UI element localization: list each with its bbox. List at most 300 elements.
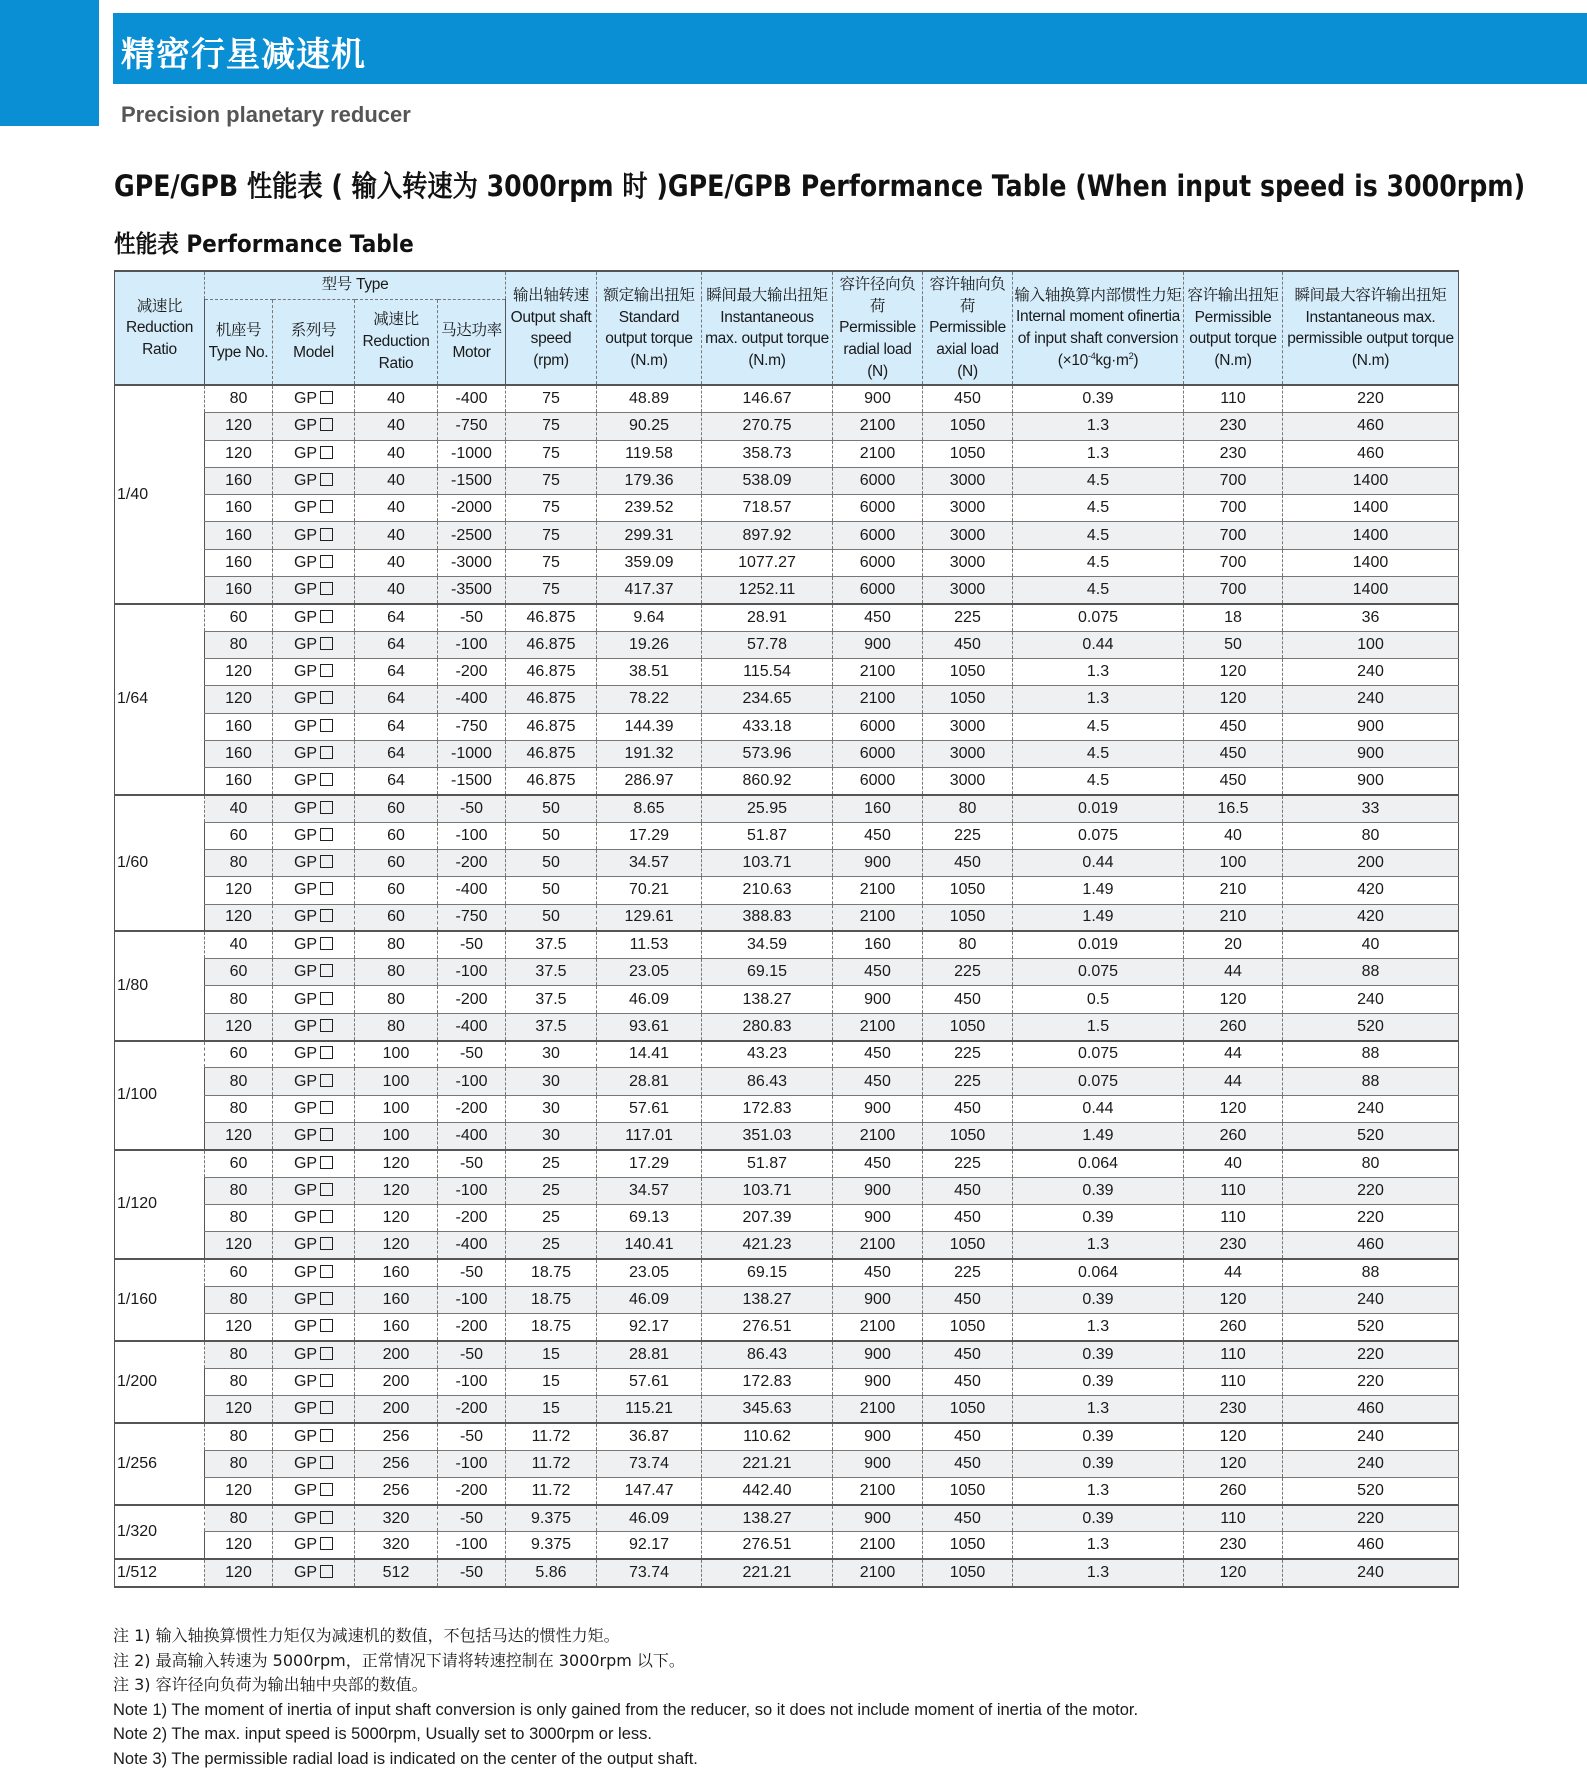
- model-prefix: GP: [293, 417, 318, 435]
- motor-cell: -1500: [438, 768, 506, 795]
- model-suffix-box-icon: [320, 964, 333, 977]
- output-speed-cell: 25: [506, 1232, 597, 1259]
- permissible-torque-cell: 230: [1184, 1532, 1283, 1559]
- model-suffix-box-icon: [320, 391, 333, 404]
- table-row: [115, 986, 1459, 1013]
- motor-cell: -50: [438, 1259, 506, 1286]
- radial-load-cell: 900: [833, 1423, 923, 1450]
- model-prefix: GP: [293, 390, 318, 408]
- permissible-max-torque-cell: 900: [1283, 768, 1459, 795]
- axial-load-cell: 225: [923, 959, 1013, 986]
- motor-cell: -200: [438, 1095, 506, 1122]
- permissible-max-torque-cell: 460: [1283, 413, 1459, 440]
- permissible-max-torque-cell: 240: [1283, 1423, 1459, 1450]
- table-row: [115, 740, 1459, 767]
- model-suffix-box-icon: [320, 473, 333, 486]
- radial-load-cell: 2100: [833, 1232, 923, 1259]
- permissible-max-torque-cell: 520: [1283, 1477, 1459, 1504]
- model-prefix: GP: [293, 881, 318, 899]
- motor-cell: -50: [438, 604, 506, 631]
- ratio-cell: 200: [355, 1341, 438, 1368]
- inertia-cell: 4.5: [1013, 768, 1184, 795]
- radial-load-cell: 450: [833, 1041, 923, 1068]
- model-cell: [273, 385, 355, 412]
- model-prefix: GP: [293, 963, 318, 981]
- instant-max-torque-cell: 421.23: [702, 1232, 833, 1259]
- model-cell: [273, 1041, 355, 1068]
- ratio-cell: 60: [355, 904, 438, 931]
- model-suffix-box-icon: [320, 664, 333, 677]
- standard-torque-cell: 8.65: [597, 795, 702, 822]
- permissible-max-torque-cell: 220: [1283, 1505, 1459, 1532]
- type-no-cell: 80: [205, 1450, 273, 1477]
- axial-load-cell: 3000: [923, 549, 1013, 576]
- instant-max-torque-cell: 57.78: [702, 631, 833, 658]
- permissible-max-torque-cell: 240: [1283, 1095, 1459, 1122]
- table-row: [115, 1204, 1459, 1231]
- performance-table: [114, 270, 1459, 1588]
- model-cell: [273, 877, 355, 904]
- model-cell: [273, 495, 355, 522]
- type-no-cell: 160: [205, 467, 273, 494]
- model-cell: [273, 1532, 355, 1559]
- inertia-cell: 4.5: [1013, 713, 1184, 740]
- permissible-max-torque-cell: 1400: [1283, 467, 1459, 494]
- model-suffix-box-icon: [320, 637, 333, 650]
- instant-max-torque-cell: 207.39: [702, 1204, 833, 1231]
- type-no-cell: 120: [205, 1122, 273, 1149]
- standard-torque-cell: 417.37: [597, 577, 702, 604]
- model-suffix-box-icon: [320, 1183, 333, 1196]
- inertia-cell: 0.39: [1013, 1368, 1184, 1395]
- motor-cell: -400: [438, 877, 506, 904]
- output-speed-cell: 25: [506, 1204, 597, 1231]
- ratio-cell: 120: [355, 1204, 438, 1231]
- type-no-cell: 60: [205, 1259, 273, 1286]
- standard-torque-cell: 286.97: [597, 768, 702, 795]
- ratio-cell: 80: [355, 1013, 438, 1040]
- type-no-cell: 160: [205, 577, 273, 604]
- model-cell: [273, 822, 355, 849]
- radial-load-cell: 6000: [833, 740, 923, 767]
- axial-load-cell: 225: [923, 822, 1013, 849]
- radial-load-cell: 2100: [833, 658, 923, 685]
- axial-load-cell: 450: [923, 1286, 1013, 1313]
- permissible-torque-cell: 260: [1184, 1314, 1283, 1341]
- type-no-cell: 40: [205, 931, 273, 958]
- model-cell: [273, 1505, 355, 1532]
- axial-load-cell: 450: [923, 1368, 1013, 1395]
- reduction-ratio-cell: 1/60: [115, 795, 205, 931]
- col-standard-torque: 额定输出扭矩 Standard output torque (N.m): [597, 271, 702, 385]
- ratio-cell: 256: [355, 1450, 438, 1477]
- ratio-cell: 320: [355, 1505, 438, 1532]
- model-cell: [273, 904, 355, 931]
- permissible-torque-cell: 40: [1184, 1150, 1283, 1177]
- ratio-cell: 100: [355, 1068, 438, 1095]
- radial-load-cell: 450: [833, 959, 923, 986]
- ratio-cell: 64: [355, 713, 438, 740]
- model-suffix-box-icon: [320, 1101, 333, 1114]
- axial-load-cell: 450: [923, 1423, 1013, 1450]
- permissible-max-torque-cell: 460: [1283, 1532, 1459, 1559]
- axial-load-cell: 1050: [923, 1559, 1013, 1586]
- table-body: [115, 385, 1459, 1586]
- col-permissible-max-torque: 瞬间最大容许输出扭矩 Instantaneous max. permissible output torque (N.m): [1283, 271, 1459, 385]
- permissible-max-torque-cell: 240: [1283, 1559, 1459, 1586]
- model-cell: [273, 1477, 355, 1504]
- radial-load-cell: 900: [833, 849, 923, 876]
- model-prefix: GP: [293, 526, 318, 544]
- ratio-cell: 100: [355, 1122, 438, 1149]
- reduction-ratio-cell: 1/256: [115, 1423, 205, 1505]
- axial-load-cell: 1050: [923, 1314, 1013, 1341]
- axial-load-cell: 80: [923, 931, 1013, 958]
- motor-cell: -100: [438, 822, 506, 849]
- permissible-torque-cell: 700: [1184, 549, 1283, 576]
- table-row: [115, 549, 1459, 576]
- radial-load-cell: 6000: [833, 495, 923, 522]
- type-no-cell: 160: [205, 740, 273, 767]
- output-speed-cell: 18.75: [506, 1259, 597, 1286]
- instant-max-torque-cell: 138.27: [702, 1505, 833, 1532]
- table-row: [115, 1095, 1459, 1122]
- permissible-torque-cell: 40: [1184, 822, 1283, 849]
- model-suffix-box-icon: [320, 1456, 333, 1469]
- motor-cell: -200: [438, 986, 506, 1013]
- permissible-torque-cell: 110: [1184, 1341, 1283, 1368]
- notes-section: [113, 1624, 1138, 1771]
- ratio-cell: 120: [355, 1150, 438, 1177]
- model-prefix: GP: [293, 771, 318, 789]
- type-no-cell: 160: [205, 549, 273, 576]
- axial-load-cell: 450: [923, 849, 1013, 876]
- ratio-cell: 40: [355, 440, 438, 467]
- standard-torque-cell: 92.17: [597, 1314, 702, 1341]
- ratio-cell: 100: [355, 1041, 438, 1068]
- inertia-cell: 1.49: [1013, 904, 1184, 931]
- model-cell: [273, 713, 355, 740]
- permissible-max-torque-cell: 200: [1283, 849, 1459, 876]
- permissible-max-torque-cell: 240: [1283, 1286, 1459, 1313]
- permissible-torque-cell: 100: [1184, 849, 1283, 876]
- model-suffix-box-icon: [320, 1483, 333, 1496]
- note-en-2: Note 2) The max. input speed is 5000rpm, Usually set to 3000rpm or less.: [113, 1725, 652, 1743]
- instant-max-torque-cell: 86.43: [702, 1068, 833, 1095]
- model-suffix-box-icon: [320, 1210, 333, 1223]
- table-row: [115, 385, 1459, 412]
- inertia-cell: 0.075: [1013, 604, 1184, 631]
- model-cell: [273, 1150, 355, 1177]
- type-no-cell: 160: [205, 495, 273, 522]
- model-suffix-box-icon: [320, 1374, 333, 1387]
- axial-load-cell: 1050: [923, 686, 1013, 713]
- radial-load-cell: 900: [833, 631, 923, 658]
- ratio-cell: 100: [355, 1095, 438, 1122]
- instant-max-torque-cell: 103.71: [702, 1177, 833, 1204]
- output-speed-cell: 50: [506, 795, 597, 822]
- standard-torque-cell: 90.25: [597, 413, 702, 440]
- standard-torque-cell: 92.17: [597, 1532, 702, 1559]
- standard-torque-cell: 239.52: [597, 495, 702, 522]
- type-no-cell: 80: [205, 1204, 273, 1231]
- axial-load-cell: 1050: [923, 1532, 1013, 1559]
- output-speed-cell: 9.375: [506, 1505, 597, 1532]
- output-speed-cell: 11.72: [506, 1477, 597, 1504]
- instant-max-torque-cell: 115.54: [702, 658, 833, 685]
- model-suffix-box-icon: [320, 418, 333, 431]
- ratio-cell: 160: [355, 1259, 438, 1286]
- table-row: [115, 877, 1459, 904]
- table-row: [115, 1314, 1459, 1341]
- motor-cell: -1000: [438, 440, 506, 467]
- instant-max-torque-cell: 51.87: [702, 1150, 833, 1177]
- output-speed-cell: 9.375: [506, 1532, 597, 1559]
- output-speed-cell: 75: [506, 413, 597, 440]
- type-no-cell: 80: [205, 1368, 273, 1395]
- standard-torque-cell: 28.81: [597, 1341, 702, 1368]
- radial-load-cell: 2100: [833, 1559, 923, 1586]
- model-suffix-box-icon: [320, 992, 333, 1005]
- model-cell: [273, 740, 355, 767]
- table-row: [115, 1341, 1459, 1368]
- output-speed-cell: 50: [506, 849, 597, 876]
- permissible-max-torque-cell: 100: [1283, 631, 1459, 658]
- standard-torque-cell: 299.31: [597, 522, 702, 549]
- table-row: [115, 1150, 1459, 1177]
- model-prefix: GP: [293, 1481, 318, 1499]
- instant-max-torque-cell: 388.83: [702, 904, 833, 931]
- model-cell: [273, 549, 355, 576]
- ratio-cell: 40: [355, 522, 438, 549]
- model-prefix: GP: [293, 1072, 318, 1090]
- inertia-cell: 0.075: [1013, 959, 1184, 986]
- axial-load-cell: 450: [923, 1450, 1013, 1477]
- type-no-cell: 120: [205, 440, 273, 467]
- ratio-cell: 64: [355, 604, 438, 631]
- model-cell: [273, 931, 355, 958]
- note-cn-2: 注 2) 最高输入转速为 5000rpm，正常情况下请将转速控制在 3000rpm 以下。: [113, 1650, 685, 1670]
- permissible-torque-cell: 120: [1184, 986, 1283, 1013]
- model-cell: [273, 413, 355, 440]
- model-cell: [273, 440, 355, 467]
- motor-cell: -2000: [438, 495, 506, 522]
- axial-load-cell: 1050: [923, 658, 1013, 685]
- permissible-torque-cell: 44: [1184, 1041, 1283, 1068]
- inertia-cell: 4.5: [1013, 577, 1184, 604]
- axial-load-cell: 1050: [923, 440, 1013, 467]
- model-prefix: GP: [293, 444, 318, 462]
- output-speed-cell: 46.875: [506, 604, 597, 631]
- motor-cell: -50: [438, 1559, 506, 1586]
- instant-max-torque-cell: 86.43: [702, 1341, 833, 1368]
- table-row: [115, 1505, 1459, 1532]
- model-cell: [273, 1232, 355, 1259]
- permissible-max-torque-cell: 460: [1283, 1232, 1459, 1259]
- type-no-cell: 160: [205, 713, 273, 740]
- col-output-speed: 输出轴转速 Output shaft speed (rpm): [506, 271, 597, 385]
- motor-cell: -750: [438, 713, 506, 740]
- output-speed-cell: 30: [506, 1122, 597, 1149]
- instant-max-torque-cell: 28.91: [702, 604, 833, 631]
- model-cell: [273, 522, 355, 549]
- model-suffix-box-icon: [320, 828, 333, 841]
- permissible-torque-cell: 210: [1184, 877, 1283, 904]
- motor-cell: -200: [438, 1395, 506, 1422]
- model-suffix-box-icon: [320, 801, 333, 814]
- permissible-torque-cell: 260: [1184, 1477, 1283, 1504]
- permissible-max-torque-cell: 1400: [1283, 495, 1459, 522]
- instant-max-torque-cell: 345.63: [702, 1395, 833, 1422]
- radial-load-cell: 6000: [833, 467, 923, 494]
- type-no-cell: 160: [205, 522, 273, 549]
- radial-load-cell: 900: [833, 1450, 923, 1477]
- table-row: [115, 768, 1459, 795]
- permissible-max-torque-cell: 240: [1283, 686, 1459, 713]
- radial-load-cell: 6000: [833, 522, 923, 549]
- output-speed-cell: 25: [506, 1177, 597, 1204]
- standard-torque-cell: 117.01: [597, 1122, 702, 1149]
- ratio-cell: 320: [355, 1532, 438, 1559]
- permissible-max-torque-cell: 420: [1283, 904, 1459, 931]
- motor-cell: -200: [438, 1314, 506, 1341]
- inertia-cell: 1.3: [1013, 413, 1184, 440]
- type-no-cell: 120: [205, 877, 273, 904]
- permissible-torque-cell: 120: [1184, 1559, 1283, 1586]
- inertia-cell: 4.5: [1013, 495, 1184, 522]
- table-row: [115, 959, 1459, 986]
- inertia-cell: 1.3: [1013, 440, 1184, 467]
- radial-load-cell: 900: [833, 1341, 923, 1368]
- inertia-cell: 0.019: [1013, 931, 1184, 958]
- model-cell: [273, 604, 355, 631]
- output-speed-cell: 50: [506, 822, 597, 849]
- permissible-max-torque-cell: 460: [1283, 440, 1459, 467]
- type-no-cell: 80: [205, 1341, 273, 1368]
- permissible-max-torque-cell: 220: [1283, 385, 1459, 412]
- ratio-cell: 40: [355, 385, 438, 412]
- instant-max-torque-cell: 897.92: [702, 522, 833, 549]
- model-suffix-box-icon: [320, 746, 333, 759]
- ratio-cell: 200: [355, 1368, 438, 1395]
- permissible-max-torque-cell: 80: [1283, 822, 1459, 849]
- model-suffix-box-icon: [320, 909, 333, 922]
- inertia-cell: 0.075: [1013, 1041, 1184, 1068]
- col-ratio: 减速比 Reduction Ratio: [355, 299, 438, 385]
- standard-torque-cell: 73.74: [597, 1450, 702, 1477]
- instant-max-torque-cell: 276.51: [702, 1314, 833, 1341]
- standard-torque-cell: 48.89: [597, 385, 702, 412]
- col-type-no: 机座号 Type No.: [205, 299, 273, 385]
- type-no-cell: 60: [205, 959, 273, 986]
- standard-torque-cell: 69.13: [597, 1204, 702, 1231]
- note-cn-3: 注 3) 容许径向负荷为输出轴中央部的数值。: [113, 1675, 428, 1694]
- axial-load-cell: 3000: [923, 495, 1013, 522]
- axial-load-cell: 450: [923, 1505, 1013, 1532]
- motor-cell: -100: [438, 1450, 506, 1477]
- permissible-torque-cell: 700: [1184, 522, 1283, 549]
- table-row: [115, 604, 1459, 631]
- model-cell: [273, 1395, 355, 1422]
- ratio-cell: 40: [355, 495, 438, 522]
- radial-load-cell: 900: [833, 986, 923, 1013]
- inertia-cell: 1.5: [1013, 1013, 1184, 1040]
- permissible-torque-cell: 120: [1184, 1423, 1283, 1450]
- instant-max-torque-cell: 1252.11: [702, 577, 833, 604]
- model-cell: [273, 959, 355, 986]
- model-suffix-box-icon: [320, 500, 333, 513]
- output-speed-cell: 75: [506, 467, 597, 494]
- standard-torque-cell: 46.09: [597, 1286, 702, 1313]
- model-suffix-box-icon: [320, 1128, 333, 1141]
- permissible-max-torque-cell: 1400: [1283, 549, 1459, 576]
- table-row: [115, 1368, 1459, 1395]
- axial-load-cell: 1050: [923, 877, 1013, 904]
- permissible-torque-cell: 210: [1184, 904, 1283, 931]
- radial-load-cell: 450: [833, 604, 923, 631]
- axial-load-cell: 1050: [923, 1477, 1013, 1504]
- inertia-cell: 0.39: [1013, 1204, 1184, 1231]
- type-no-cell: 80: [205, 986, 273, 1013]
- model-suffix-box-icon: [320, 1511, 333, 1524]
- radial-load-cell: 2100: [833, 1477, 923, 1504]
- inertia-cell: 0.44: [1013, 1095, 1184, 1122]
- type-no-cell: 80: [205, 1068, 273, 1095]
- standard-torque-cell: 9.64: [597, 604, 702, 631]
- inertia-cell: 0.39: [1013, 1341, 1184, 1368]
- axial-load-cell: 1050: [923, 1122, 1013, 1149]
- model-cell: [273, 577, 355, 604]
- instant-max-torque-cell: 110.62: [702, 1423, 833, 1450]
- standard-torque-cell: 70.21: [597, 877, 702, 904]
- ratio-cell: 120: [355, 1232, 438, 1259]
- ratio-cell: 80: [355, 959, 438, 986]
- reduction-ratio-cell: 1/100: [115, 1041, 205, 1150]
- motor-cell: -100: [438, 1068, 506, 1095]
- instant-max-torque-cell: 442.40: [702, 1477, 833, 1504]
- standard-torque-cell: 11.53: [597, 931, 702, 958]
- radial-load-cell: 450: [833, 1068, 923, 1095]
- table-row: [115, 1177, 1459, 1204]
- col-type-group: 型号 Type: [205, 271, 506, 299]
- standard-torque-cell: 36.87: [597, 1423, 702, 1450]
- output-speed-cell: 37.5: [506, 1013, 597, 1040]
- inertia-cell: 1.3: [1013, 1232, 1184, 1259]
- ratio-cell: 120: [355, 1177, 438, 1204]
- motor-cell: -200: [438, 1204, 506, 1231]
- axial-load-cell: 450: [923, 385, 1013, 412]
- ratio-cell: 64: [355, 631, 438, 658]
- axial-load-cell: 80: [923, 795, 1013, 822]
- ratio-cell: 40: [355, 413, 438, 440]
- type-no-cell: 120: [205, 1013, 273, 1040]
- motor-cell: -400: [438, 1122, 506, 1149]
- model-cell: [273, 1368, 355, 1395]
- output-speed-cell: 37.5: [506, 986, 597, 1013]
- inertia-cell: 0.39: [1013, 385, 1184, 412]
- inertia-cell: 0.5: [1013, 986, 1184, 1013]
- standard-torque-cell: 17.29: [597, 822, 702, 849]
- standard-torque-cell: 34.57: [597, 849, 702, 876]
- output-speed-cell: 37.5: [506, 959, 597, 986]
- permissible-max-torque-cell: 220: [1283, 1204, 1459, 1231]
- type-no-cell: 120: [205, 904, 273, 931]
- motor-cell: -200: [438, 849, 506, 876]
- model-prefix: GP: [293, 1399, 318, 1417]
- motor-cell: -50: [438, 931, 506, 958]
- output-speed-cell: 46.875: [506, 768, 597, 795]
- instant-max-torque-cell: 103.71: [702, 849, 833, 876]
